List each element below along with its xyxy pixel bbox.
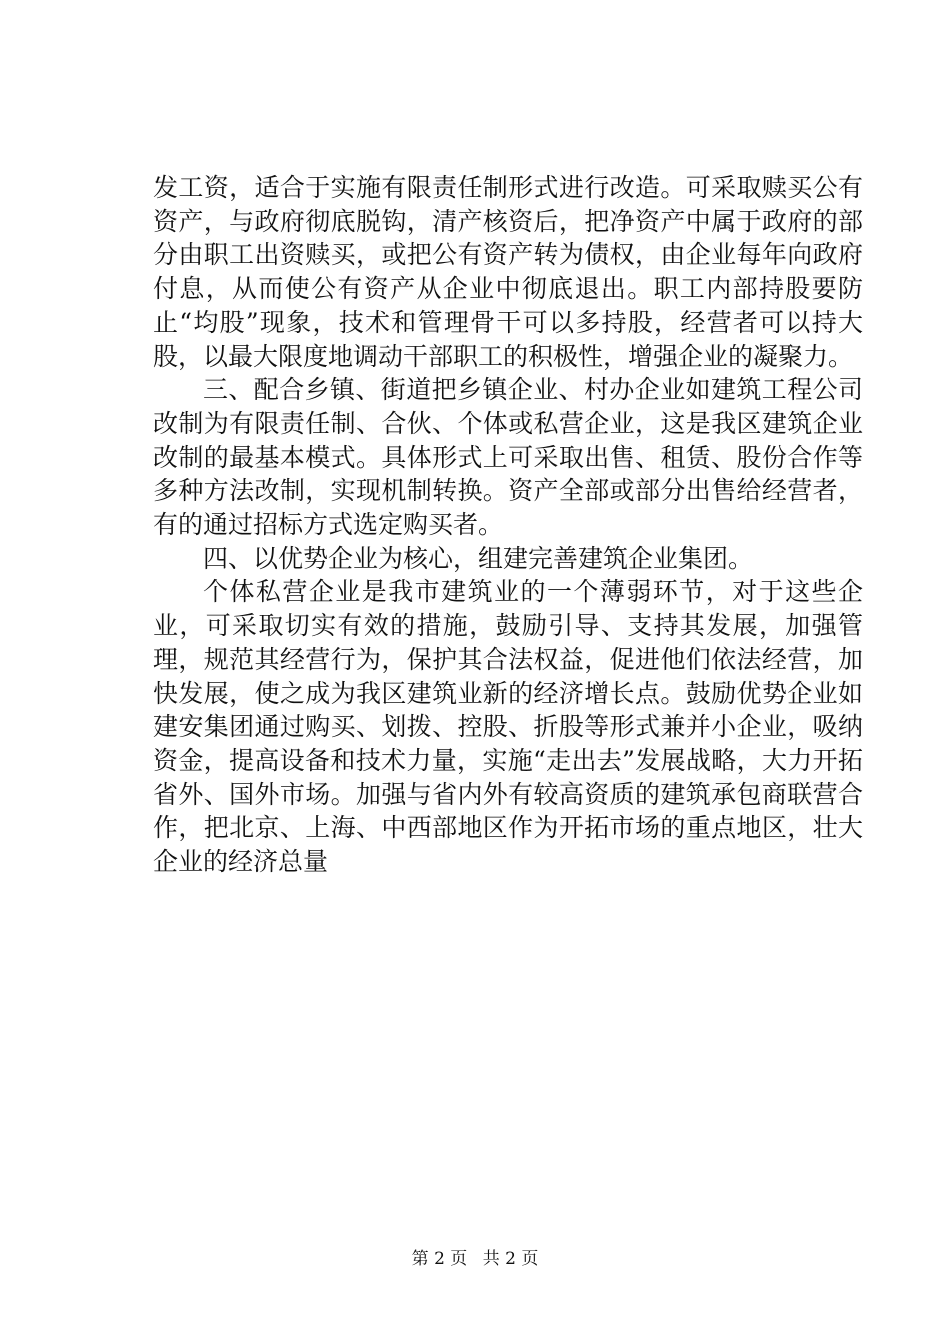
document-body <box>153 171 863 879</box>
paragraph-continuation: 发工资，适合于实施有限责任制形式进行改造。可采取赎买公有资产，与政府彻底脱钩，清产核资后，把净资产中属于政府的部分由职工出资赎买，或把公有资产转为债权，由企业每年向政府付息，从而使公有资产从企业中彻底退出。职工内部持股要防止“均股”现象，技术和管理骨干可以多持股，经营者可以持大股，以最大限度地调动干部职工的积极性，增强企业的凝聚力。 <box>153 173 863 371</box>
page-total: 共 2 页 <box>482 1249 539 1269</box>
paragraph-section-four-heading: 四、以优势企业为核心，组建完善建筑企业集团。 <box>203 543 754 573</box>
paragraph-section-three: 三、配合乡镇、街道把乡镇企业、村办企业如建筑工程公司改制为有限责任制、合伙、个体或私营企业，这是我区建筑企业改制的最基本模式。具体形式上可采取出售、租赁、股份合作等多种方法改制，实现机制转换。资产全部或部分出售给经营者，有的通过招标方式选定购买者。 <box>153 375 863 540</box>
page-number: 第 2 页 <box>411 1249 468 1269</box>
page-footer <box>0 1244 950 1269</box>
paragraph-private-enterprises: 个体私营企业是我市建筑业的一个薄弱环节，对于这些企业，可采取切实有效的措施，鼓励引导、支持其发展，加强管理，规范其经营行为，保护其合法权益，促进他们依法经营，加快发展，使之成为我区建筑业新的经济增长点。鼓励优势企业如建安集团通过购买、划拨、控股、折股等形式兼并小企业，吸纳资金，提高设备和技术力量，实施“走出去”发展战略，大力开拓省外、国外市场。加强与省内外有较高资质的建筑承包商联营合作，把北京、上海、中西部地区作为开拓市场的重点地区，壮大企业的经济总量 <box>153 577 863 877</box>
